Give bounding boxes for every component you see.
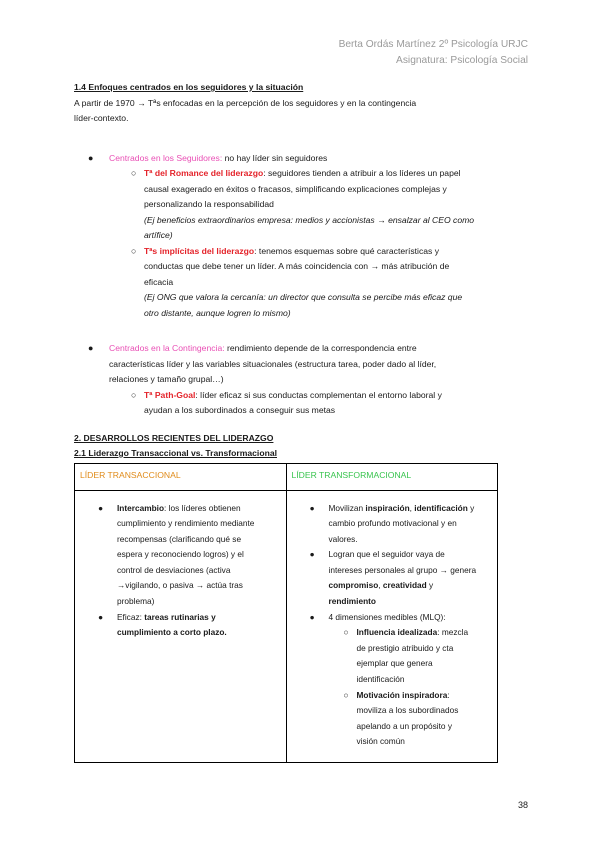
table-row <box>75 490 498 763</box>
cell-text: Eficaz: <box>117 611 145 622</box>
header-subject: Asignatura: Psicología Social <box>396 54 528 66</box>
cell-text: intereses personales al grupo → genera <box>328 564 477 575</box>
cell-text: cambio profundo motivacional y en <box>328 518 457 529</box>
term-bold: Intercambio <box>117 502 165 513</box>
term-bold: identificación <box>414 502 468 513</box>
implicit-text: eficacia <box>144 276 174 287</box>
pathgoal-text: ayudan a los subordinados a conseguir sus metas <box>144 405 336 415</box>
bullet-dot-icon: ● <box>309 502 315 513</box>
list-item <box>81 610 280 641</box>
page-header <box>339 37 528 68</box>
pathgoal-text: : líder eficaz si sus conductas complementan el entorno laboral y <box>195 389 442 400</box>
romance-text: personalizando la responsabilidad <box>144 199 274 209</box>
column-header-transactional: LÍDER TRANSACCIONAL <box>75 463 287 490</box>
page-number: 38 <box>517 800 528 810</box>
cell-text: 4 dimensiones medibles (MLQ): <box>328 611 446 622</box>
romance-text: causal exagerado en éxitos o fracasos, simplificando explicaciones complejas y <box>144 183 447 194</box>
section-heading: 1.4 Enfoques centrados en los seguidores y la situación <box>74 82 304 92</box>
bullet-dot-icon: ● <box>88 343 94 353</box>
cell-text: , <box>378 580 383 591</box>
romance-example: (Ej beneficios extraordinarios empresa: medios y accionistas → ensalzar al CEO como <box>144 214 475 225</box>
bullet-dot-icon: ● <box>98 611 104 622</box>
term-bold: tareas rutinarias y <box>144 611 216 622</box>
cell-text: de prestigio atribuido y cta <box>356 642 454 653</box>
bullet-pathgoal <box>74 388 526 419</box>
table-cell-transformational <box>286 490 498 763</box>
implicit-text: : tenemos esquemas sobre qué características y <box>254 245 440 256</box>
term-bold: cumplimiento a corto plazo. <box>117 627 227 638</box>
followers-text: no hay líder sin seguidores <box>222 152 328 163</box>
sub-list-item <box>293 688 492 750</box>
bullet-circle-icon: ○ <box>343 627 349 638</box>
implicit-label: Tªs implícitas del liderazgo <box>144 245 255 256</box>
term-bold: rendimiento <box>328 596 376 607</box>
cell-text: recompensas (clarificando qué se <box>117 533 242 544</box>
term-bold: creatividad <box>382 580 427 591</box>
bullet-contingency <box>74 341 526 388</box>
bullet-circle-icon: ○ <box>131 168 137 178</box>
intro-line: A partir de 1970 → Tªs enfocadas en la percepción de los seguidores y en la contingencia <box>74 97 417 108</box>
implicit-text: conductas que debe tener un líder. A más coincidencia con → más atribución de <box>144 261 450 271</box>
bullet-dot-icon: ● <box>309 549 315 560</box>
contingency-text: características líder y las variables situacionales (estructura tarea, poder dado al líder, <box>109 358 437 369</box>
cell-text: problema) <box>117 596 155 607</box>
followers-label: Centrados en los Seguidores: <box>109 152 223 163</box>
contingency-text: rendimiento depende de la correspondencia entre <box>224 343 417 353</box>
cell-text: y <box>426 580 434 591</box>
term-bold: Motivación inspiradora <box>356 689 448 700</box>
bullet-circle-icon: ○ <box>131 389 137 400</box>
cell-text: moviliza a los subordinados <box>356 705 459 716</box>
cell-text: apelando a un propósito y <box>356 720 452 731</box>
cell-text: ejemplar que genera <box>356 658 433 669</box>
cell-text: : <box>447 689 450 700</box>
list-item <box>293 547 492 609</box>
cell-text: Movilizan <box>328 502 366 513</box>
bullet-dot-icon: ● <box>88 152 94 163</box>
section-heading: 2. DESARROLLOS RECIENTES DEL LIDERAZGO <box>74 432 274 443</box>
romance-label: Tª del Romance del liderazgo <box>144 168 264 178</box>
bullet-followers <box>74 151 526 167</box>
intro-line: líder-contexto. <box>74 113 129 123</box>
cell-text: espera y reconociendo logros) y el <box>117 549 244 560</box>
contingency-label: Centrados en la Contingencia: <box>109 343 225 353</box>
bullet-dot-icon: ● <box>98 502 104 513</box>
bullet-implicit <box>74 244 526 322</box>
section-subheading: 2.1 Liderazgo Transaccional vs. Transformacional <box>74 448 277 458</box>
cell-text: visión común <box>356 736 405 747</box>
list-item <box>293 501 492 548</box>
cell-text: control de desviaciones (activa <box>117 564 231 575</box>
pathgoal-label: Tª Path-Goal <box>144 389 196 400</box>
cell-text: : mezcla <box>437 627 469 638</box>
page-content <box>74 80 526 763</box>
header-author: Berta Ordás Martínez 2º Psicología URJC <box>338 39 528 50</box>
table-cell-transactional <box>75 490 287 763</box>
list-item <box>81 501 280 610</box>
contingency-text: relaciones y tamaño grupal…) <box>109 374 224 384</box>
sub-list-item <box>293 625 492 687</box>
term-bold: Influencia idealizada <box>356 627 438 638</box>
column-header-transformational: LÍDER TRANSFORMACIONAL <box>286 463 498 490</box>
cell-text: , <box>409 502 415 513</box>
romance-text: : seguidores tienden a atribuir a los líderes un papel <box>263 168 461 178</box>
cell-text: y <box>467 502 475 513</box>
term-bold: compromiso <box>328 580 379 591</box>
bullet-circle-icon: ○ <box>131 245 137 256</box>
bullet-romance <box>74 166 526 244</box>
cell-text: : los líderes obtienen <box>164 502 241 513</box>
cell-text: identificación <box>356 674 405 685</box>
term-bold: inspiración <box>365 502 410 513</box>
implicit-example: (Ej ONG que valora la cercanía: un director que consulta se percibe más eficaz que <box>144 292 463 302</box>
cell-text: cumplimiento y rendimiento mediante <box>117 518 255 529</box>
bullet-circle-icon: ○ <box>343 689 349 700</box>
implicit-example: otro distante, aunque logren lo mismo) <box>144 307 291 318</box>
table-header-row <box>75 463 498 490</box>
bullet-dot-icon: ● <box>309 611 315 622</box>
romance-example: artífice) <box>144 230 173 240</box>
comparison-table <box>74 463 498 764</box>
cell-text: →vigilando, o pasiva → actúa tras <box>117 580 243 591</box>
list-item <box>293 610 492 626</box>
cell-text: valores. <box>328 533 358 544</box>
cell-text: Logran que el seguidor vaya de <box>328 549 445 560</box>
